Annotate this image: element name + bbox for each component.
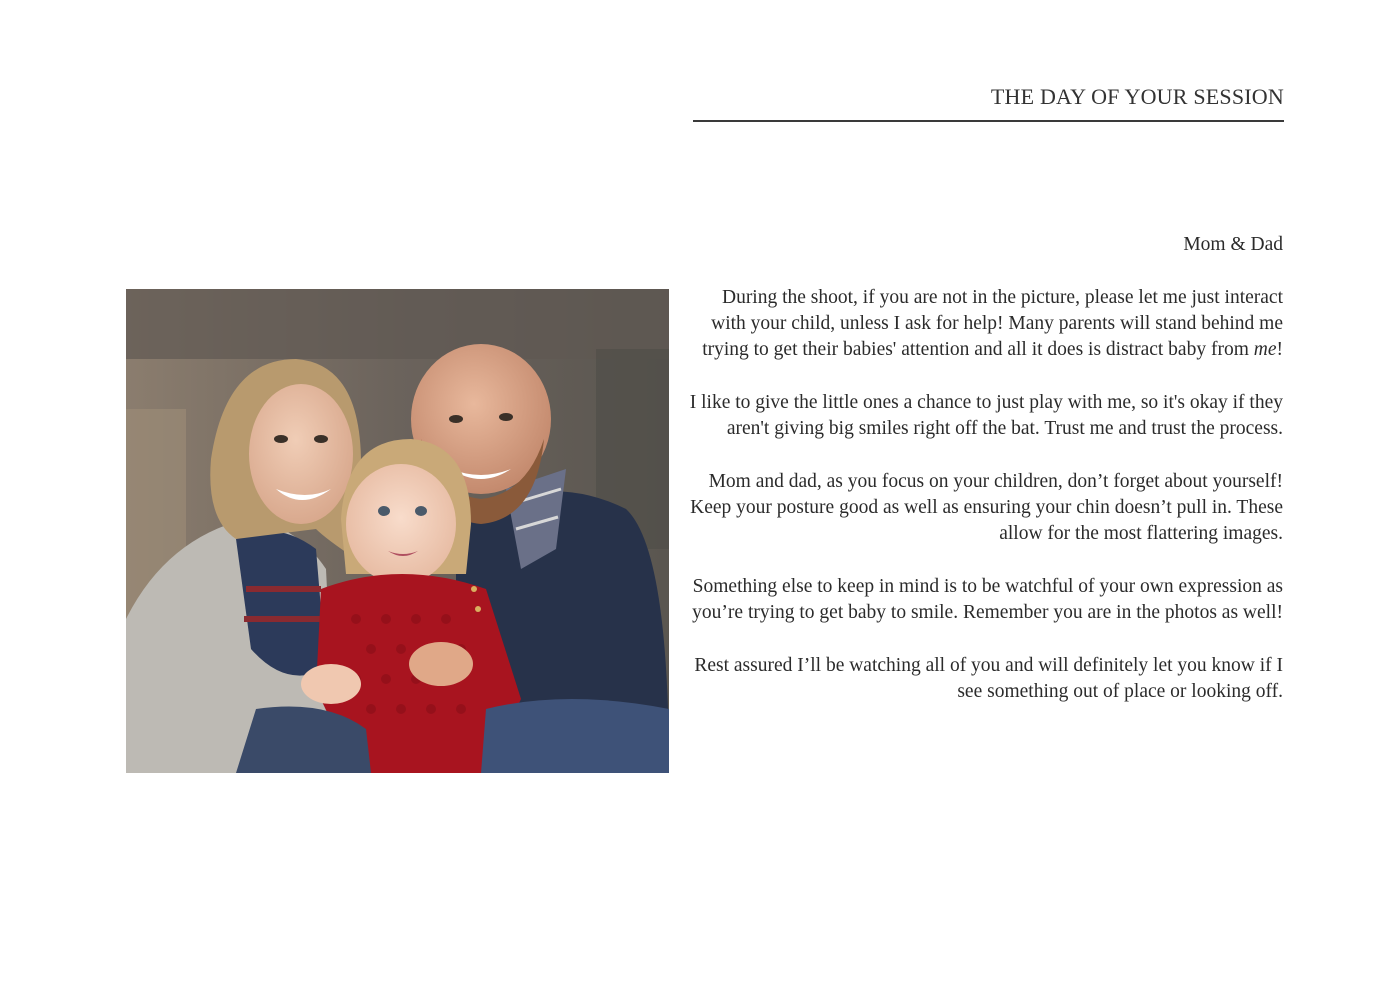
paragraph-1-text: During the shoot, if you are not in the picture, please let me just interact with your child, unless I ask for help! Many parents will stand behind me trying to get their babies' attention and all it does is distract baby from — [702, 286, 1283, 361]
paragraph-1 — [684, 285, 1283, 364]
section-heading: Mom & Dad — [1183, 234, 1283, 255]
paragraph-2: I like to give the little ones a chance to just play with me, so it's okay if they aren't giving big smiles right off the bat. Trust me and trust the process. — [689, 391, 1283, 440]
paragraph-1-emphasis: me — [1253, 339, 1277, 361]
paragraph-4: Something else to keep in mind is to be watchful of your own expression as you’re trying to get baby to smile. Remember you are in the photos as well! — [692, 575, 1283, 624]
title-underline — [693, 120, 1284, 122]
paragraph-5: Rest assured I’ll be watching all of you and will definitely let you know if I see something out of place or looking off. — [694, 654, 1283, 703]
paragraph-1-end: ! — [1276, 339, 1283, 361]
family-portrait-photo — [126, 289, 669, 773]
session-text — [684, 232, 1283, 732]
paragraph-3: Mom and dad, as you focus on your children, don’t forget about yourself! Keep your posture good as well as ensuring your chin doesn’t pull in. These allow for the most flattering images. — [690, 470, 1283, 545]
page-title: THE DAY OF YOUR SESSION — [990, 84, 1284, 109]
